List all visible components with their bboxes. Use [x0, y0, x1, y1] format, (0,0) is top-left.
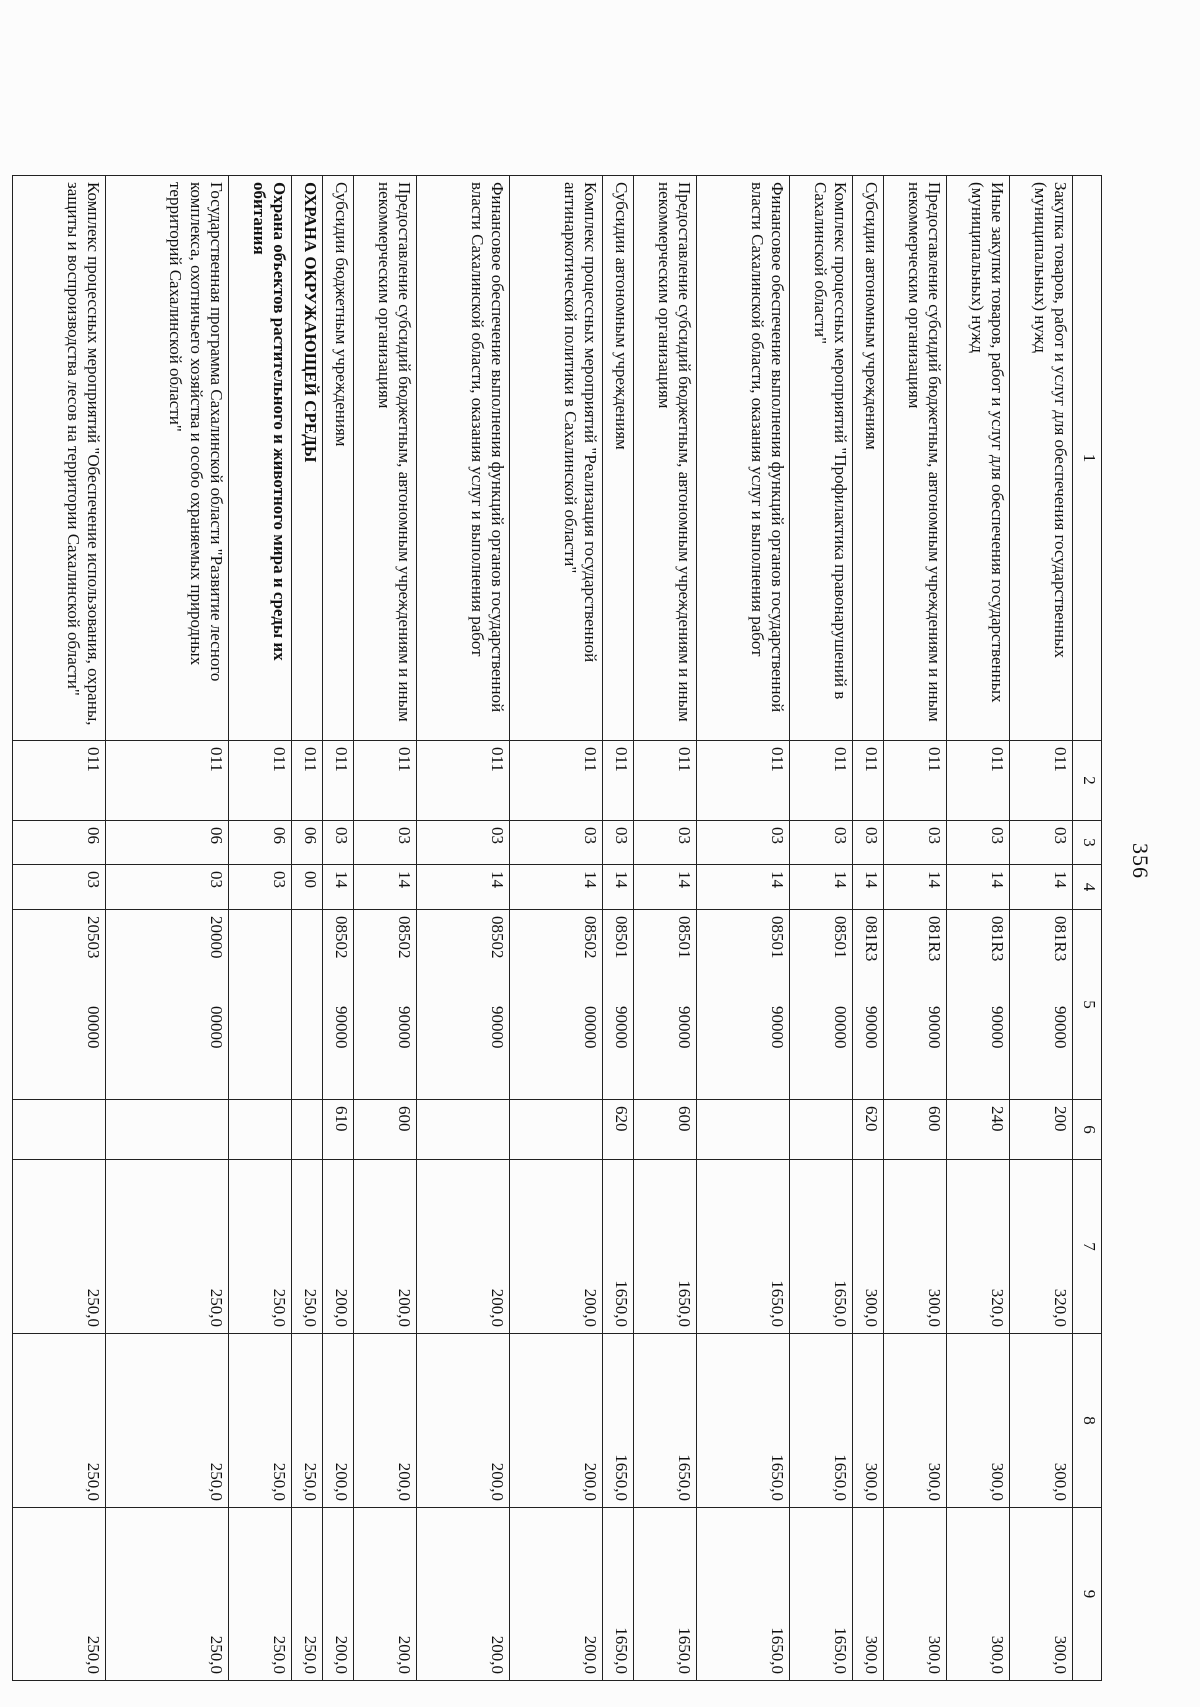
- amount-year1-cell: 320,0: [947, 1160, 1010, 1334]
- target-article-program: 08501: [768, 916, 787, 959]
- target-article-cell: [13, 910, 106, 1100]
- subsection-code-cell: 14: [790, 865, 853, 910]
- col-header: 6: [1073, 1100, 1102, 1160]
- col-header: 3: [1073, 821, 1102, 865]
- subsection-code-cell: 14: [853, 865, 884, 910]
- ministry-code-cell: 011: [229, 741, 292, 821]
- ministry-code-cell: 011: [603, 741, 634, 821]
- amount-year2-cell: 300,0: [853, 1334, 884, 1508]
- table-row: [354, 176, 417, 1681]
- section-code-cell: 06: [106, 821, 229, 865]
- amount-year2-cell: 1650,0: [603, 1334, 634, 1508]
- page-number: 356: [1128, 843, 1153, 879]
- subsection-code-cell: 14: [947, 865, 1010, 910]
- row-name-cell: Финансовое обеспечение выполнения функций органов государственной власти Сахалинской области, оказания услуг и выполнения работ: [697, 176, 790, 741]
- table-row: [603, 176, 634, 1681]
- amount-year1-cell: 200,0: [417, 1160, 510, 1334]
- section-code-cell: 03: [354, 821, 417, 865]
- amount-year1-cell: 200,0: [510, 1160, 603, 1334]
- amount-year2-cell: 200,0: [323, 1334, 354, 1508]
- row-name-cell: Государственная программа Сахалинской области "Развитие лесного комплекса, охотничьего хозяйства и особо охраняемых природных территорий Сахалинской области": [106, 176, 229, 741]
- subsection-code-cell: 14: [884, 865, 947, 910]
- row-name-cell: Закупка товаров, работ и услуг для обеспечения государственных (муниципальных) нужд: [1010, 176, 1073, 741]
- subsection-code-cell: 14: [354, 865, 417, 910]
- amount-year1-cell: 200,0: [323, 1160, 354, 1334]
- section-code-cell: 03: [884, 821, 947, 865]
- ministry-code-cell: 011: [354, 741, 417, 821]
- section-code-cell: 03: [697, 821, 790, 865]
- amount-year3-cell: 250,0: [292, 1508, 323, 1681]
- amount-year3-cell: 1650,0: [790, 1508, 853, 1681]
- target-article-cell: [510, 910, 603, 1100]
- target-article-cell: [853, 910, 884, 1100]
- ministry-code-cell: 011: [510, 741, 603, 821]
- ministry-code-cell: 011: [634, 741, 697, 821]
- target-article-program: 08501: [612, 916, 631, 959]
- target-article-cell: [323, 910, 354, 1100]
- row-name-cell: Финансовое обеспечение выполнения функций органов государственной власти Сахалинской области, оказания услуг и выполнения работ: [417, 176, 510, 741]
- section-code-cell: 03: [417, 821, 510, 865]
- row-name-cell: Иные закупки товаров, работ и услуг для обеспечения государственных (муниципальных) нужд: [947, 176, 1010, 741]
- target-article-program: 08501: [675, 916, 694, 959]
- ministry-code-cell: 011: [417, 741, 510, 821]
- target-article-direction: 00000: [84, 1006, 103, 1049]
- amount-year1-cell: 200,0: [354, 1160, 417, 1334]
- expense-type-cell: [790, 1100, 853, 1160]
- target-article-direction: 00000: [831, 1006, 850, 1049]
- ministry-code-cell: 011: [884, 741, 947, 821]
- amount-year3-cell: 250,0: [13, 1508, 106, 1681]
- section-code-cell: 03: [510, 821, 603, 865]
- amount-year3-cell: 200,0: [323, 1508, 354, 1681]
- section-code-cell: 03: [634, 821, 697, 865]
- amount-year2-cell: 200,0: [354, 1334, 417, 1508]
- expense-type-cell: [13, 1100, 106, 1160]
- expense-type-cell: [292, 1100, 323, 1160]
- expense-type-cell: 600: [354, 1100, 417, 1160]
- table-row: [884, 176, 947, 1681]
- amount-year3-cell: 200,0: [510, 1508, 603, 1681]
- amount-year3-cell: 1650,0: [634, 1508, 697, 1681]
- expense-type-cell: 620: [853, 1100, 884, 1160]
- expense-type-cell: 610: [323, 1100, 354, 1160]
- amount-year2-cell: 1650,0: [697, 1334, 790, 1508]
- target-article-direction: 90000: [675, 1006, 694, 1049]
- target-article-cell: [697, 910, 790, 1100]
- amount-year3-cell: 300,0: [1010, 1508, 1073, 1681]
- col-header: 2: [1073, 741, 1102, 821]
- target-article-cell: [1010, 910, 1073, 1100]
- ministry-code-cell: 011: [323, 741, 354, 821]
- expense-type-cell: 620: [603, 1100, 634, 1160]
- table-row: [947, 176, 1010, 1681]
- subsection-code-cell: 03: [229, 865, 292, 910]
- section-code-cell: 03: [323, 821, 354, 865]
- table-row: [323, 176, 354, 1681]
- section-code-cell: 03: [947, 821, 1010, 865]
- ministry-code-cell: 011: [292, 741, 323, 821]
- section-code-cell: 03: [603, 821, 634, 865]
- amount-year2-cell: 300,0: [1010, 1334, 1073, 1508]
- target-article-direction: 90000: [768, 1006, 787, 1049]
- amount-year2-cell: 200,0: [417, 1334, 510, 1508]
- target-article-program: 08502: [395, 916, 414, 959]
- amount-year1-cell: 250,0: [13, 1160, 106, 1334]
- amount-year1-cell: 1650,0: [790, 1160, 853, 1334]
- target-article-cell: [634, 910, 697, 1100]
- table-body: [13, 176, 1073, 1681]
- target-article-program: 081R3: [988, 916, 1007, 962]
- expense-type-cell: [697, 1100, 790, 1160]
- row-name-cell: Субсидии бюджетным учреждениям: [323, 176, 354, 741]
- expense-type-cell: [106, 1100, 229, 1160]
- table-row: [417, 176, 510, 1681]
- target-article-cell: [884, 910, 947, 1100]
- expense-type-cell: [417, 1100, 510, 1160]
- amount-year3-cell: 300,0: [884, 1508, 947, 1681]
- target-article-program: 081R3: [925, 916, 944, 962]
- target-article-direction: 90000: [332, 1006, 351, 1049]
- subsection-code-cell: 03: [13, 865, 106, 910]
- row-name-cell: Комплекс процессных мероприятий "Реализация государственной антинаркотической политики в Сахалинской области": [510, 176, 603, 741]
- amount-year1-cell: 1650,0: [697, 1160, 790, 1334]
- subsection-code-cell: 14: [510, 865, 603, 910]
- section-code-cell: 03: [790, 821, 853, 865]
- col-header: 1: [1073, 176, 1102, 741]
- subsection-code-cell: 14: [1010, 865, 1073, 910]
- row-name-cell: Комплекс процессных мероприятий "Обеспечение использования, охраны, защиты и воспроизводства лесов на территории Сахалинской области": [13, 176, 106, 741]
- amount-year2-cell: 250,0: [292, 1334, 323, 1508]
- section-code-cell: 06: [13, 821, 106, 865]
- amount-year3-cell: 300,0: [947, 1508, 1010, 1681]
- table-row: [106, 176, 229, 1681]
- ministry-code-cell: 011: [1010, 741, 1073, 821]
- table-row: [292, 176, 323, 1681]
- target-article-direction: 90000: [612, 1006, 631, 1049]
- target-article-direction: 90000: [1051, 1006, 1070, 1049]
- subsection-code-cell: 14: [634, 865, 697, 910]
- target-article-program: 08501: [831, 916, 850, 959]
- amount-year3-cell: 250,0: [229, 1508, 292, 1681]
- amount-year1-cell: 300,0: [853, 1160, 884, 1334]
- amount-year1-cell: 1650,0: [603, 1160, 634, 1334]
- section-code-cell: 03: [853, 821, 884, 865]
- budget-table: [12, 175, 1102, 1681]
- target-article-direction: 90000: [488, 1006, 507, 1049]
- col-header: 4: [1073, 865, 1102, 910]
- subsection-code-cell: 03: [106, 865, 229, 910]
- target-article-program: 20503: [84, 916, 103, 959]
- amount-year3-cell: 200,0: [354, 1508, 417, 1681]
- expense-type-cell: 240: [947, 1100, 1010, 1160]
- table-row: [790, 176, 853, 1681]
- target-article-direction: 90000: [862, 1006, 881, 1049]
- row-name-cell: Субсидии автономным учреждениям: [603, 176, 634, 741]
- ministry-code-cell: 011: [13, 741, 106, 821]
- table-row: [697, 176, 790, 1681]
- amount-year1-cell: 1650,0: [634, 1160, 697, 1334]
- target-article-cell: [229, 910, 292, 1100]
- amount-year3-cell: 1650,0: [697, 1508, 790, 1681]
- target-article-cell: [292, 910, 323, 1100]
- col-header: 9: [1073, 1508, 1102, 1681]
- amount-year3-cell: 300,0: [853, 1508, 884, 1681]
- target-article-direction: 90000: [395, 1006, 414, 1049]
- target-article-program: 081R3: [1051, 916, 1070, 962]
- table-row: [1010, 176, 1073, 1681]
- target-article-cell: [354, 910, 417, 1100]
- subsection-code-cell: 00: [292, 865, 323, 910]
- ministry-code-cell: 011: [790, 741, 853, 821]
- row-name-cell: ОХРАНА ОКРУЖАЮЩЕЙ СРЕДЫ: [292, 176, 323, 741]
- amount-year2-cell: 250,0: [13, 1334, 106, 1508]
- amount-year2-cell: 250,0: [106, 1334, 229, 1508]
- target-article-program: 08502: [581, 916, 600, 959]
- subsection-code-cell: 14: [323, 865, 354, 910]
- col-header: 7: [1073, 1160, 1102, 1334]
- amount-year3-cell: 250,0: [106, 1508, 229, 1681]
- ministry-code-cell: 011: [947, 741, 1010, 821]
- amount-year1-cell: 250,0: [292, 1160, 323, 1334]
- header-row: [1073, 176, 1102, 1681]
- section-code-cell: 03: [1010, 821, 1073, 865]
- section-code-cell: 06: [292, 821, 323, 865]
- target-article-program: 08502: [488, 916, 507, 959]
- target-article-cell: [417, 910, 510, 1100]
- expense-type-cell: 200: [1010, 1100, 1073, 1160]
- target-article-program: 081R3: [862, 916, 881, 962]
- target-article-cell: [603, 910, 634, 1100]
- expense-type-cell: 600: [884, 1100, 947, 1160]
- expense-type-cell: 600: [634, 1100, 697, 1160]
- col-header: 8: [1073, 1334, 1102, 1508]
- target-article-direction: 90000: [925, 1006, 944, 1049]
- subsection-code-cell: 14: [603, 865, 634, 910]
- row-name-cell: Комплекс процессных мероприятий "Профилактика правонарушений в Сахалинской области": [790, 176, 853, 741]
- expense-type-cell: [510, 1100, 603, 1160]
- row-name-cell: Субсидии автономным учреждениям: [853, 176, 884, 741]
- amount-year1-cell: 250,0: [229, 1160, 292, 1334]
- table-row: [634, 176, 697, 1681]
- amount-year1-cell: 300,0: [884, 1160, 947, 1334]
- table-row: [510, 176, 603, 1681]
- target-article-program: 08502: [332, 916, 351, 959]
- amount-year2-cell: 1650,0: [790, 1334, 853, 1508]
- row-name-cell: Предоставление субсидий бюджетным, автономным учреждениям и иным некоммерческим организациям: [634, 176, 697, 741]
- amount-year2-cell: 300,0: [947, 1334, 1010, 1508]
- ministry-code-cell: 011: [106, 741, 229, 821]
- amount-year2-cell: 300,0: [884, 1334, 947, 1508]
- row-name-cell: Предоставление субсидий бюджетным, автономным учреждениям и иным некоммерческим организациям: [354, 176, 417, 741]
- target-article-direction: 00000: [581, 1006, 600, 1049]
- table-row: [853, 176, 884, 1681]
- target-article-program: 20000: [207, 916, 226, 959]
- target-article-cell: [106, 910, 229, 1100]
- row-name-cell: Охрана объектов растительного и животного мира и среды их обитания: [229, 176, 292, 741]
- budget-table-sheet: [63, 175, 1102, 1680]
- ministry-code-cell: 011: [697, 741, 790, 821]
- subsection-code-cell: 14: [417, 865, 510, 910]
- ministry-code-cell: 011: [853, 741, 884, 821]
- amount-year1-cell: 320,0: [1010, 1160, 1073, 1334]
- amount-year1-cell: 250,0: [106, 1160, 229, 1334]
- amount-year3-cell: 200,0: [417, 1508, 510, 1681]
- row-name-cell: Предоставление субсидий бюджетным, автономным учреждениям и иным некоммерческим организациям: [884, 176, 947, 741]
- table-row: [229, 176, 292, 1681]
- amount-year2-cell: 1650,0: [634, 1334, 697, 1508]
- target-article-cell: [947, 910, 1010, 1100]
- section-code-cell: 06: [229, 821, 292, 865]
- table-row: [13, 176, 106, 1681]
- target-article-direction: 90000: [988, 1006, 1007, 1049]
- target-article-cell: [790, 910, 853, 1100]
- expense-type-cell: [229, 1100, 292, 1160]
- subsection-code-cell: 14: [697, 865, 790, 910]
- amount-year3-cell: 1650,0: [603, 1508, 634, 1681]
- target-article-direction: 00000: [207, 1006, 226, 1049]
- amount-year2-cell: 250,0: [229, 1334, 292, 1508]
- amount-year2-cell: 200,0: [510, 1334, 603, 1508]
- col-header: 5: [1073, 910, 1102, 1100]
